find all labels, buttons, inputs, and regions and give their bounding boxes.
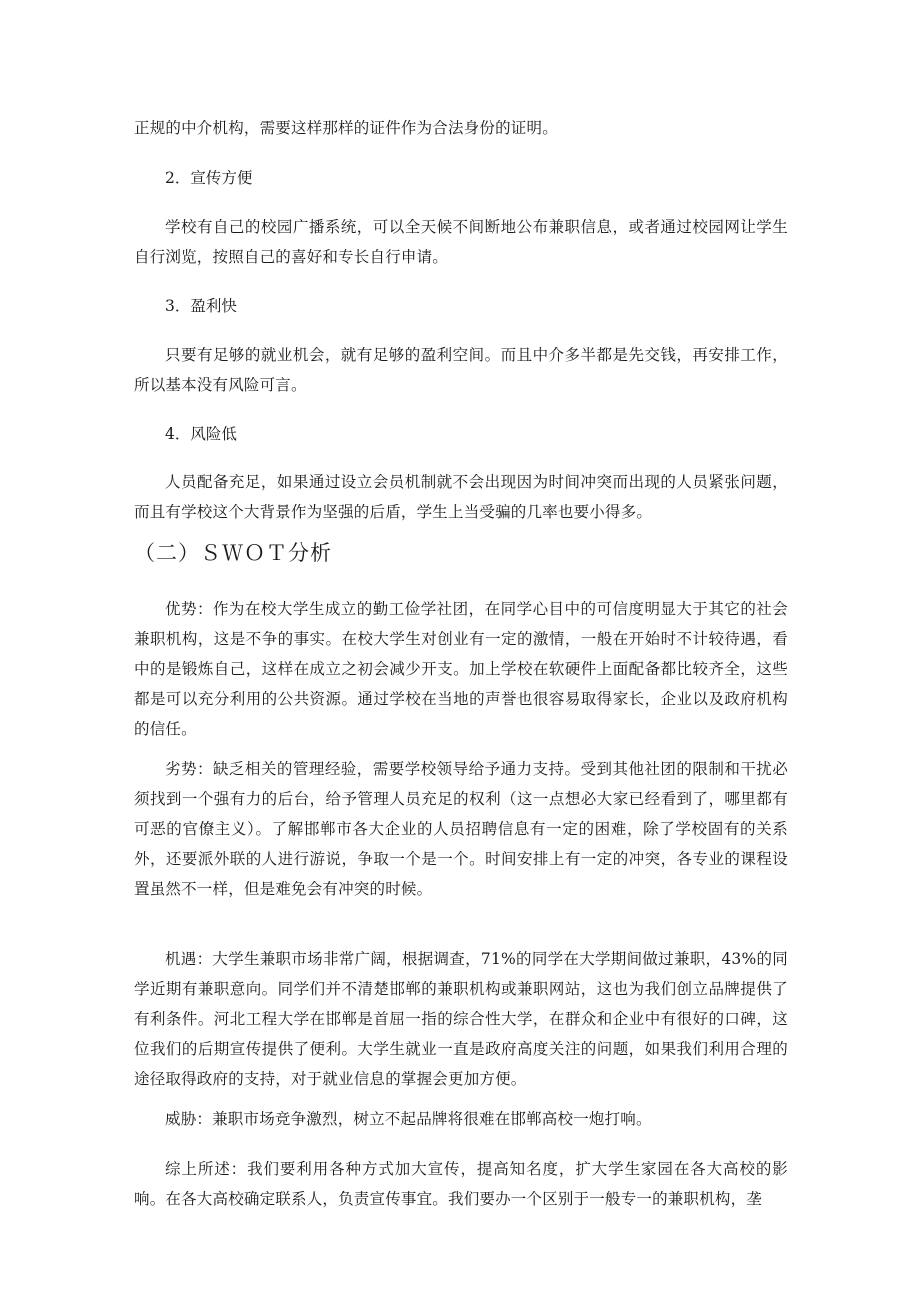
item-heading-2: 2．宣传方便: [165, 169, 253, 187]
paragraph-profit: 只要有足够的就业机会，就有足够的盈利空间。而且中介多半都是先交钱，再安排工作，所以基本没有风险可言。: [134, 346, 788, 394]
paragraph-continuation: 正规的中介机构，需要这样那样的证件作为合法身份的证明。: [134, 119, 558, 137]
paragraph-opportunities: 机遇：大学生兼职市场非常广阔，根据调查，71%的同学在大学期间做过兼职，43%的同学近期有兼职意向。同学们并不清楚邯郸的兼职机构或兼职网站，这也为我们创立品牌提供了有利条件。河北工程大学在邯郸是首屈一指的综合性大学，在群众和企业中有很好的口碑，这位我们的后期宣传提供了便利。大学生就业一直是政府高度关注的问题，如果我们利用合理的途径取得政府的支持，对于就业信息的掌握会更加方便。: [134, 950, 788, 1088]
paragraph-threats: 威胁：兼职市场竞争激烈，树立不起品牌将很难在邯郸高校一炮打响。: [165, 1110, 652, 1128]
section-heading-swot: （二）ＳＷＯＴ分析: [134, 541, 332, 565]
paragraph-promotion: 学校有自己的校园广播系统，可以全天候不间断地公布兼职信息，或者通过校园网让学生自行浏览，按照自己的喜好和专长自行申请。: [134, 218, 788, 266]
paragraph-weaknesses: 劣势：缺乏相关的管理经验，需要学校领导给予通力支持。受到其他社团的限制和干扰必须找到一个强有力的后台，给予管理人员充足的权利（这一点想必大家已经看到了，哪里都有可恶的官僚主义）。了解邯郸市各大企业的人员招聘信息有一定的困难，除了学校固有的关系外，还要派外联的人进行游说，争取一个是一个。时间安排上有一定的冲突，各专业的课程设置虽然不一样，但是难免会有冲突的时候。: [134, 760, 788, 898]
paragraph-strengths: 优势：作为在校大学生成立的勤工俭学社团，在同学心目中的可信度明显大于其它的社会兼职机构，这是不争的事实。在校大学生对创业有一定的激情，一般在开始时不计较待遇，看中的是锻炼自己，这样在成立之初会减少开支。加上学校在软硬件上面配备都比较齐全，这些都是可以充分利用的公共资源。通过学校在当地的声誉也很容易取得家长，企业以及政府机构的信任。: [134, 600, 788, 738]
paragraph-risk: 人员配备充足，如果通过设立会员机制就不会出现因为时间冲突而出现的人员紧张问题，而且有学校这个大背景作为坚强的后盾，学生上当受骗的几率也要小得多。: [134, 473, 788, 521]
item-heading-4: 4．风险低: [165, 425, 237, 443]
paragraph-summary: 综上所述：我们要利用各种方式加大宣传，提高知名度，扩大学生家园在各大高校的影响。在各大高校确定联系人，负责宣传事宜。我们要办一个区别于一般专一的兼职机构，垄: [134, 1160, 788, 1208]
item-heading-3: 3．盈利快: [165, 297, 237, 315]
